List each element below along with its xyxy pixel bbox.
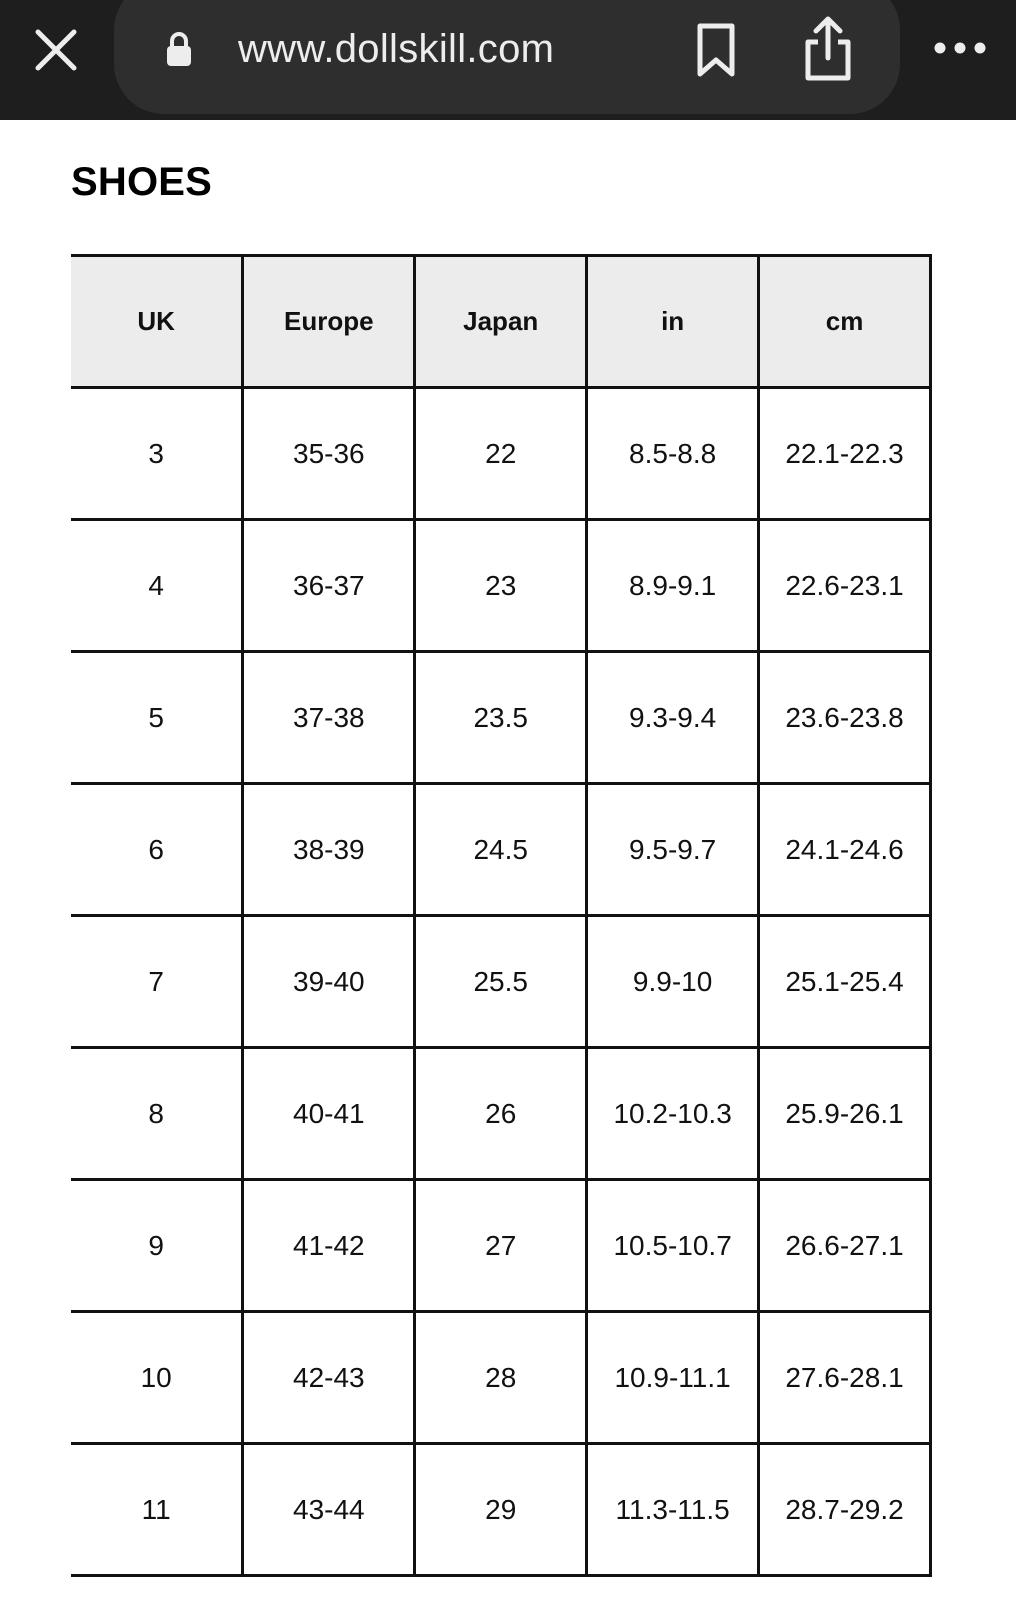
cell-europe: 38-39 (243, 784, 415, 916)
cell-in: 8.5-8.8 (587, 388, 759, 520)
table-row (71, 1312, 931, 1444)
cell-uk: 9 (71, 1180, 243, 1312)
cell-uk: 6 (71, 784, 243, 916)
cell-cm: 23.6-23.8 (759, 652, 931, 784)
cell-cm: 28.7-29.2 (759, 1444, 931, 1576)
cell-japan: 27 (415, 1180, 587, 1312)
cell-japan: 23.5 (415, 652, 587, 784)
table-row (71, 388, 931, 520)
cell-in: 8.9-9.1 (587, 520, 759, 652)
lock-icon (164, 30, 194, 68)
cell-japan: 26 (415, 1048, 587, 1180)
cell-in: 9.5-9.7 (587, 784, 759, 916)
cell-uk: 8 (71, 1048, 243, 1180)
bookmark-icon[interactable] (694, 22, 738, 78)
cell-uk: 11 (71, 1444, 243, 1576)
cell-in: 9.9-10 (587, 916, 759, 1048)
cell-uk: 3 (71, 388, 243, 520)
cell-japan: 29 (415, 1444, 587, 1576)
cell-cm: 25.1-25.4 (759, 916, 931, 1048)
table-row (71, 1444, 931, 1576)
cell-japan: 25.5 (415, 916, 587, 1048)
cell-cm: 24.1-24.6 (759, 784, 931, 916)
cell-uk: 5 (71, 652, 243, 784)
cell-cm: 26.6-27.1 (759, 1180, 931, 1312)
cell-europe: 43-44 (243, 1444, 415, 1576)
cell-cm: 25.9-26.1 (759, 1048, 931, 1180)
cell-europe: 42-43 (243, 1312, 415, 1444)
share-icon[interactable] (800, 14, 856, 82)
cell-europe: 40-41 (243, 1048, 415, 1180)
header-cm: cm (759, 256, 931, 388)
table-row (71, 652, 931, 784)
size-chart-table (71, 254, 932, 1577)
cell-japan: 28 (415, 1312, 587, 1444)
table-row (71, 784, 931, 916)
table-header-row (71, 256, 931, 388)
url-text[interactable]: www.dollskill.com (238, 27, 555, 71)
table-row (71, 1048, 931, 1180)
cell-japan: 23 (415, 520, 587, 652)
cell-uk: 4 (71, 520, 243, 652)
header-europe: Europe (243, 256, 415, 388)
page-title: SHOES (71, 160, 213, 204)
cell-in: 10.9-11.1 (587, 1312, 759, 1444)
cell-uk: 7 (71, 916, 243, 1048)
cell-europe: 39-40 (243, 916, 415, 1048)
header-japan: Japan (415, 256, 587, 388)
close-icon (34, 28, 78, 72)
cell-europe: 41-42 (243, 1180, 415, 1312)
cell-cm: 22.6-23.1 (759, 520, 931, 652)
close-button[interactable] (30, 24, 82, 76)
cell-cm: 22.1-22.3 (759, 388, 931, 520)
cell-japan: 22 (415, 388, 587, 520)
cell-in: 11.3-11.5 (587, 1444, 759, 1576)
cell-japan: 24.5 (415, 784, 587, 916)
header-in: in (587, 256, 759, 388)
cell-europe: 35-36 (243, 388, 415, 520)
header-uk: UK (71, 256, 243, 388)
cell-in: 10.2-10.3 (587, 1048, 759, 1180)
cell-europe: 37-38 (243, 652, 415, 784)
cell-europe: 36-37 (243, 520, 415, 652)
table-row (71, 1180, 931, 1312)
cell-cm: 27.6-28.1 (759, 1312, 931, 1444)
cell-in: 10.5-10.7 (587, 1180, 759, 1312)
more-icon[interactable] (932, 36, 988, 60)
cell-uk: 10 (71, 1312, 243, 1444)
cell-in: 9.3-9.4 (587, 652, 759, 784)
browser-toolbar (0, 0, 1016, 120)
table-row (71, 916, 931, 1048)
table-row (71, 520, 931, 652)
